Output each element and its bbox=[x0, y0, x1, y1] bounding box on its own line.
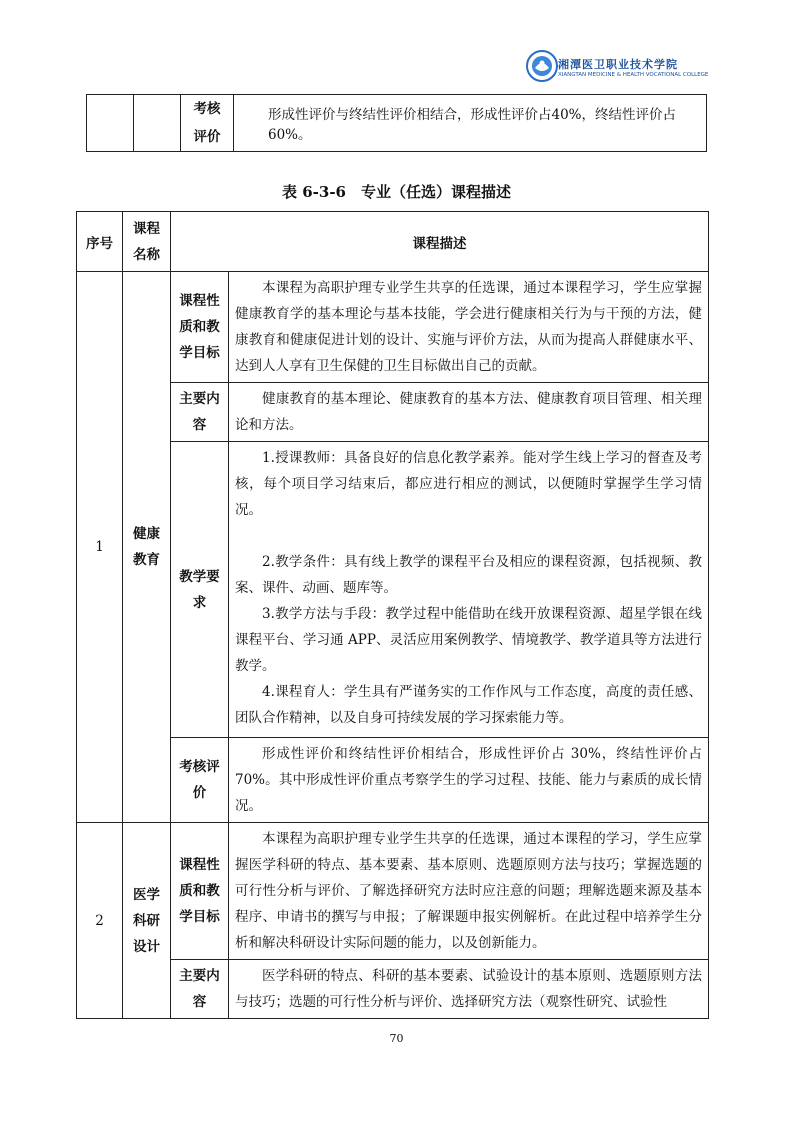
section-content: 本课程为高职护理专业学生共享的任选课，通过本课程的学习，学生应掌握医学科研的特点、基本要素、基本原则、选题原则方法与技巧；掌握选题的可行性分析与评价、了解选择研究方法时应注意的问题；理解选题来源及基本程序、申请书的撰写与申报；了解课题申报实例解析。在此过程中培养学生分析和解决科研设计实际问题的能力，以及创新能力。 bbox=[229, 823, 709, 960]
section-label: 考核评 价 bbox=[171, 738, 229, 823]
course-table bbox=[76, 211, 709, 1019]
header-desc: 课程描述 bbox=[171, 212, 709, 272]
table-header-row bbox=[77, 212, 709, 272]
table-title: 表 6-3-6 专业（任选）课程描述 bbox=[282, 183, 511, 201]
table-row bbox=[77, 383, 709, 442]
assessment-content: 形成性评价与终结性评价相结合，形成性评价占40%，终结性评价占60%。 bbox=[234, 95, 707, 152]
section-label: 主要内 容 bbox=[171, 960, 229, 1019]
section-label: 课程性 质和教 学目标 bbox=[171, 823, 229, 960]
section-content: 本课程为高职护理专业学生共享的任选课，通过本课程学习，学生应掌握健康教育学的基本理论与基本技能，学会进行健康相关行为与干预的方法，健康教育和健康促进计划的设计、实施与评价方法，从而为提高人群健康水平、达到人人享有卫生保健的卫生目标做出自己的贡献。 bbox=[229, 272, 709, 383]
section-label: 课程性 质和教 学目标 bbox=[171, 272, 229, 383]
section-label: 教学要 求 bbox=[171, 442, 229, 738]
section-content: 健康教育的基本理论、健康教育的基本方法、健康教育项目管理、相关理论和方法。 bbox=[229, 383, 709, 442]
section-content: 1.授课教师：具备良好的信息化教学素养。能对学生线上学习的督查及考核，每个项目学习结束后，都应进行相应的测试，以便随时掌握学生学习情况。 2.教学条件：具有线上教学的课程平台及相应的课程资源，包括视频、教案、课件、动画、题库等。 3.教学方法与手段：教学过程中能借助在线开放课程资源、超星学银在线课程平台、学习通 APP、灵活应用案例教学、情境教学、教学道具等方法进行教学。 4.课程育人：学生具有严谨务实的工作作风与工作态度，高度的责任感、团队合作精神，以及自身可持续发展的学习探索能力等。 bbox=[229, 442, 709, 738]
section-label: 主要内 容 bbox=[171, 383, 229, 442]
table-row bbox=[77, 442, 709, 738]
prev-table-cell bbox=[87, 95, 134, 152]
prev-table-cell bbox=[134, 95, 181, 152]
section-content: 医学科研的特点、科研的基本要素、试验设计的基本原则、选题原则方法与技巧；选题的可行性分析与评价、选择研究方法（观察性研究、试验性 bbox=[229, 960, 709, 1019]
course-name: 医学 科研 设计 bbox=[123, 823, 171, 1019]
table-row bbox=[77, 960, 709, 1019]
school-name: 湘潭医卫职业技术学院 bbox=[558, 58, 678, 71]
section-content: 形成性评价和终结性评价相结合，形成性评价占 30%，终结性评价占 70%。其中形成性评价重点考察学生的学习过程、技能、能力与素质的成长情况。 bbox=[229, 738, 709, 823]
course-number: 2 bbox=[77, 823, 123, 1019]
school-name-en: XIANGTAN MEDICINE & HEALTH VOCATIONAL COLLEGE bbox=[558, 72, 709, 78]
prev-table bbox=[86, 94, 707, 152]
table-row bbox=[77, 272, 709, 383]
table-row bbox=[77, 823, 709, 960]
header-name: 课程 名称 bbox=[123, 212, 171, 272]
header-no: 序号 bbox=[77, 212, 123, 272]
table-row bbox=[77, 738, 709, 823]
assessment-label: 考核 评价 bbox=[181, 95, 234, 152]
page-number: 70 bbox=[389, 1032, 404, 1045]
course-name: 健康 教育 bbox=[123, 272, 171, 823]
course-number: 1 bbox=[77, 272, 123, 823]
